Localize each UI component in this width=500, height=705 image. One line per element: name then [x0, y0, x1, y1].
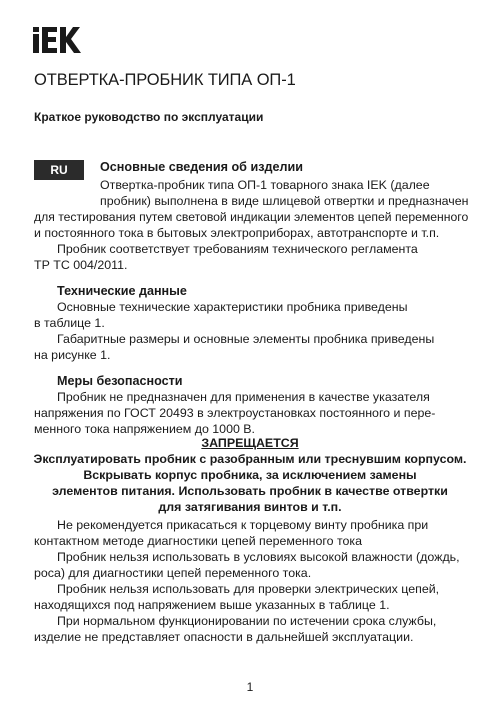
text-line: Отвертка-пробник типа ОП-1 товарного знака IEK (далее	[100, 178, 430, 192]
text-line: Основные технические характеристики пробника приведены	[57, 300, 408, 314]
text-line: изделие не представляет опасности в дальнейшей эксплуатации.	[34, 630, 414, 644]
language-badge: RU	[34, 160, 84, 180]
text-line: Габаритные размеры и основные элементы пробника приведены	[57, 332, 435, 346]
text-line: ТР ТС 004/2011.	[34, 258, 128, 272]
section-heading-general: Основные сведения об изделии	[100, 160, 303, 174]
iek-logo	[33, 27, 81, 53]
text-line: Не рекомендуется прикасаться к торцевому винту пробника при	[57, 518, 429, 532]
forbidden-heading: ЗАПРЕЩАЕТСЯ	[201, 436, 299, 450]
text-line: Пробник нельзя использовать в условиях высокой влажности (дождь,	[57, 550, 460, 564]
text-line: Пробник не предназначен для применения в качестве указателя	[57, 390, 430, 404]
text-line: Пробник нельзя использовать для проверки электрических цепей,	[57, 582, 440, 596]
text-line: находящихся под напряжением выше указанных в таблице 1.	[34, 598, 390, 612]
text-line: пробник) выполнена в виде шлицевой отвертки и предназначен	[100, 194, 469, 208]
text-line: Пробник соответствует требованиям технического регламента	[57, 242, 418, 256]
text-line: роса) для диагностики цепей переменного тока.	[34, 566, 312, 580]
forbidden-line: Эксплуатировать пробник с разобранным или треснувшим корпусом.	[33, 452, 467, 466]
text-line: в таблице 1.	[34, 316, 105, 330]
text-line: При нормальном функционировании по истечении срока службы,	[57, 614, 437, 628]
forbidden-line: Вскрывать корпус пробника, за исключением замены	[83, 468, 417, 482]
section-heading-technical: Технические данные	[57, 284, 187, 298]
section-heading-safety: Меры безопасности	[57, 374, 183, 388]
text-line: на рисунке 1.	[34, 348, 111, 362]
text-line: контактном методе диагностики цепей переменного тока	[34, 534, 363, 548]
page-number: 1	[246, 680, 254, 694]
text-line: и постоянного тока в бытовых электроприборах, автотранспорте и т.п.	[34, 226, 440, 240]
forbidden-line: для затягивания винтов и т.п.	[158, 500, 342, 514]
text-line: менного тока напряжением до 1000 В.	[34, 422, 255, 436]
text-line: напряжения по ГОСТ 20493 в электроустановках постоянного и пере-	[34, 406, 436, 420]
document-title: ОТВЕРТКА-ПРОБНИК ТИПА ОП-1	[34, 71, 296, 89]
forbidden-line: элементов питания. Использовать пробник в качестве отвертки	[52, 484, 448, 498]
document-subtitle: Краткое руководство по эксплуатации	[34, 110, 264, 124]
text-line: для тестирования путем световой индикации элементов цепей переменного	[34, 210, 469, 224]
